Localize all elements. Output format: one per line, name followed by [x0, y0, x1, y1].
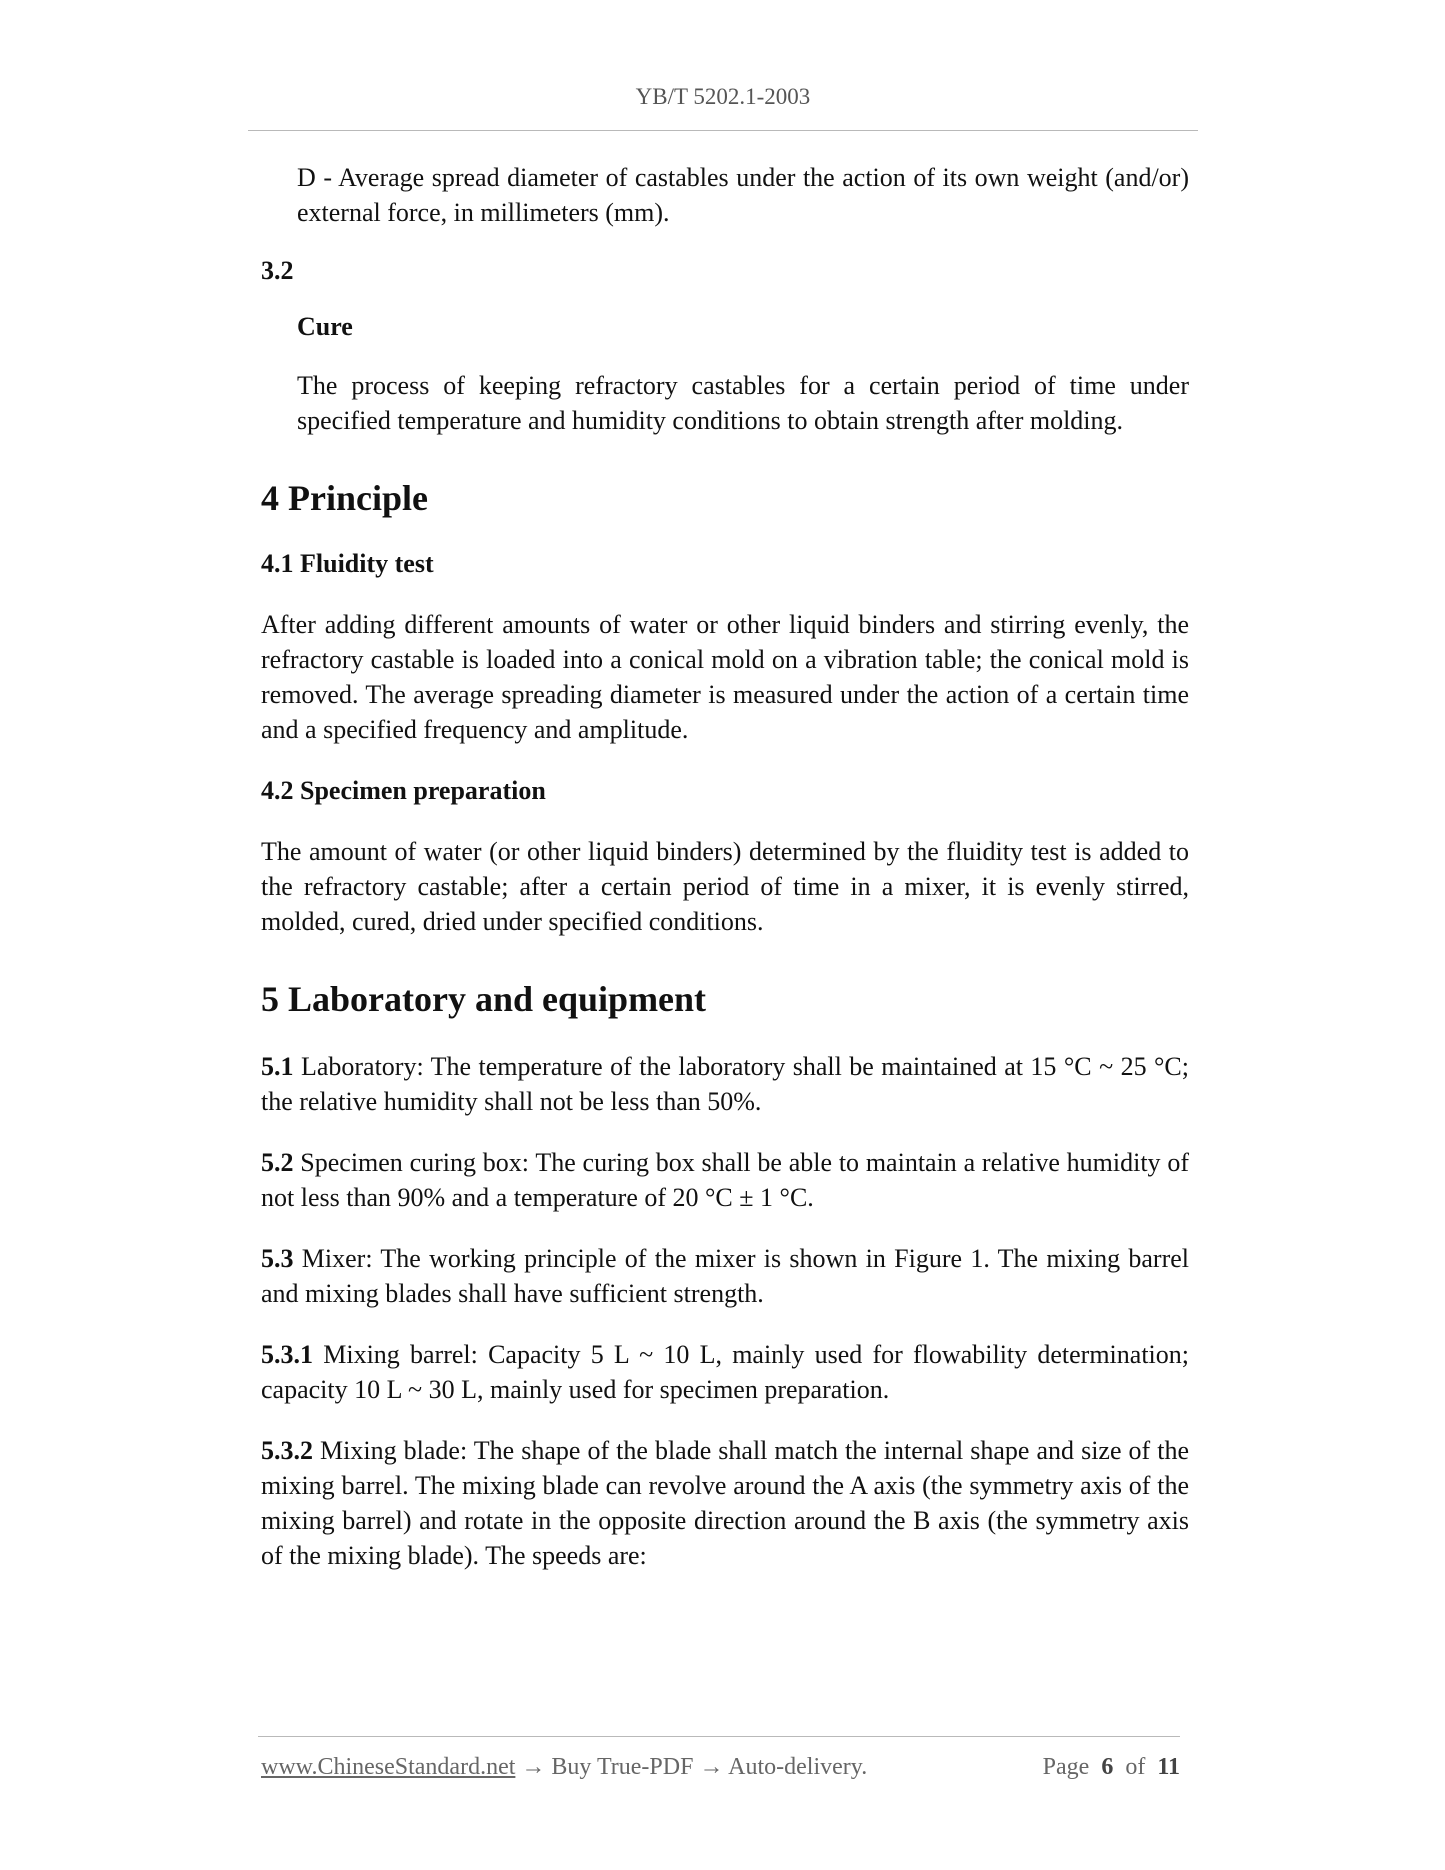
term-definition-cure: The process of keeping refractory castables for a certain period of time under specified temperature and humidity conditions to obtain strength after molding. [297, 371, 1189, 435]
page-header: YB/T 5202.1-2003 [635, 84, 811, 109]
clause-text: Mixing blade: The shape of the blade shall match the internal shape and size of the mixing barrel. The mixing blade can revolve around the A axis (the symmetry axis of the mixing barrel) and rotate in the opposite direction around the B axis (the symmetry axis of the mixing blade). The speeds are: [261, 1436, 1189, 1570]
buy-true-pdf-text: Buy True-PDF [545, 1754, 700, 1780]
clause-5-2 [261, 1145, 1189, 1215]
page-total: 11 [1157, 1754, 1180, 1780]
clause-5-3-1 [261, 1337, 1189, 1407]
clause-text: Specimen curing box: The curing box shall be able to maintain a relative humidity of not less than 90% and a temperature of 20 °C ± 1 °C. [261, 1148, 1189, 1212]
clause-text: Mixer: The working principle of the mixer is shown in Figure 1. The mixing barrel and mixing blades shall have sufficient strength. [261, 1244, 1189, 1308]
header-divider [248, 130, 1198, 131]
paragraph-fluidity-test: After adding different amounts of water or other liquid binders and stirring evenly, the refractory castable is loaded into a conical mold on a vibration table; the conical mold is removed. The average spreading diameter is measured under the action of a certain time and a specified frequency and amplitude. [261, 610, 1189, 744]
term-name-cure: Cure [297, 312, 353, 341]
website-link[interactable]: www.ChineseStandard.net [261, 1754, 516, 1780]
clause-text: Laboratory: The temperature of the laboratory shall be maintained at 15 °C ~ 25 °C; the relative humidity shall not be less than 50%. [261, 1052, 1189, 1116]
clause-number: 5.3.1 [261, 1340, 313, 1369]
section-heading-principle: 4 Principle [261, 478, 428, 518]
subsection-heading-fluidity-test: 4.1 Fluidity test [261, 549, 434, 578]
clause-number: 5.3 [261, 1244, 294, 1273]
footer-divider [258, 1736, 1180, 1737]
clause-text: Mixing barrel: Capacity 5 L ~ 10 L, mainly used for flowability determination; capacity 10 L ~ 30 L, mainly used for specimen preparation. [261, 1340, 1189, 1404]
term-number-3-2: 3.2 [261, 256, 294, 285]
section-heading-laboratory-equipment: 5 Laboratory and equipment [261, 979, 707, 1019]
arrow-right-icon: → [521, 1754, 546, 1780]
clause-number: 5.3.2 [261, 1436, 313, 1465]
clause-5-1 [261, 1049, 1189, 1119]
subsection-heading-specimen-preparation: 4.2 Specimen preparation [261, 776, 546, 805]
clause-number: 5.2 [261, 1148, 294, 1177]
page-number [1043, 1754, 1180, 1781]
arrow-right-icon: → [699, 1754, 724, 1780]
clause-5-3-2 [261, 1433, 1189, 1573]
auto-delivery-text: Auto-delivery. [723, 1754, 868, 1780]
footer-links [261, 1754, 867, 1781]
page-of: of [1125, 1754, 1146, 1780]
clause-number: 5.1 [261, 1052, 294, 1081]
paragraph-specimen-preparation: The amount of water (or other liquid binders) determined by the fluidity test is added to the refractory castable; after a certain period of time in a mixer, it is evenly stirred, molded, cured, dried under specified conditions. [261, 837, 1189, 936]
d-definition: D - Average spread diameter of castables under the action of its own weight (and/or) external force, in millimeters (mm). [297, 163, 1189, 227]
clause-5-3 [261, 1241, 1189, 1311]
page-label: Page [1042, 1754, 1090, 1780]
page-current: 6 [1101, 1754, 1114, 1780]
document-body [261, 160, 1189, 1573]
